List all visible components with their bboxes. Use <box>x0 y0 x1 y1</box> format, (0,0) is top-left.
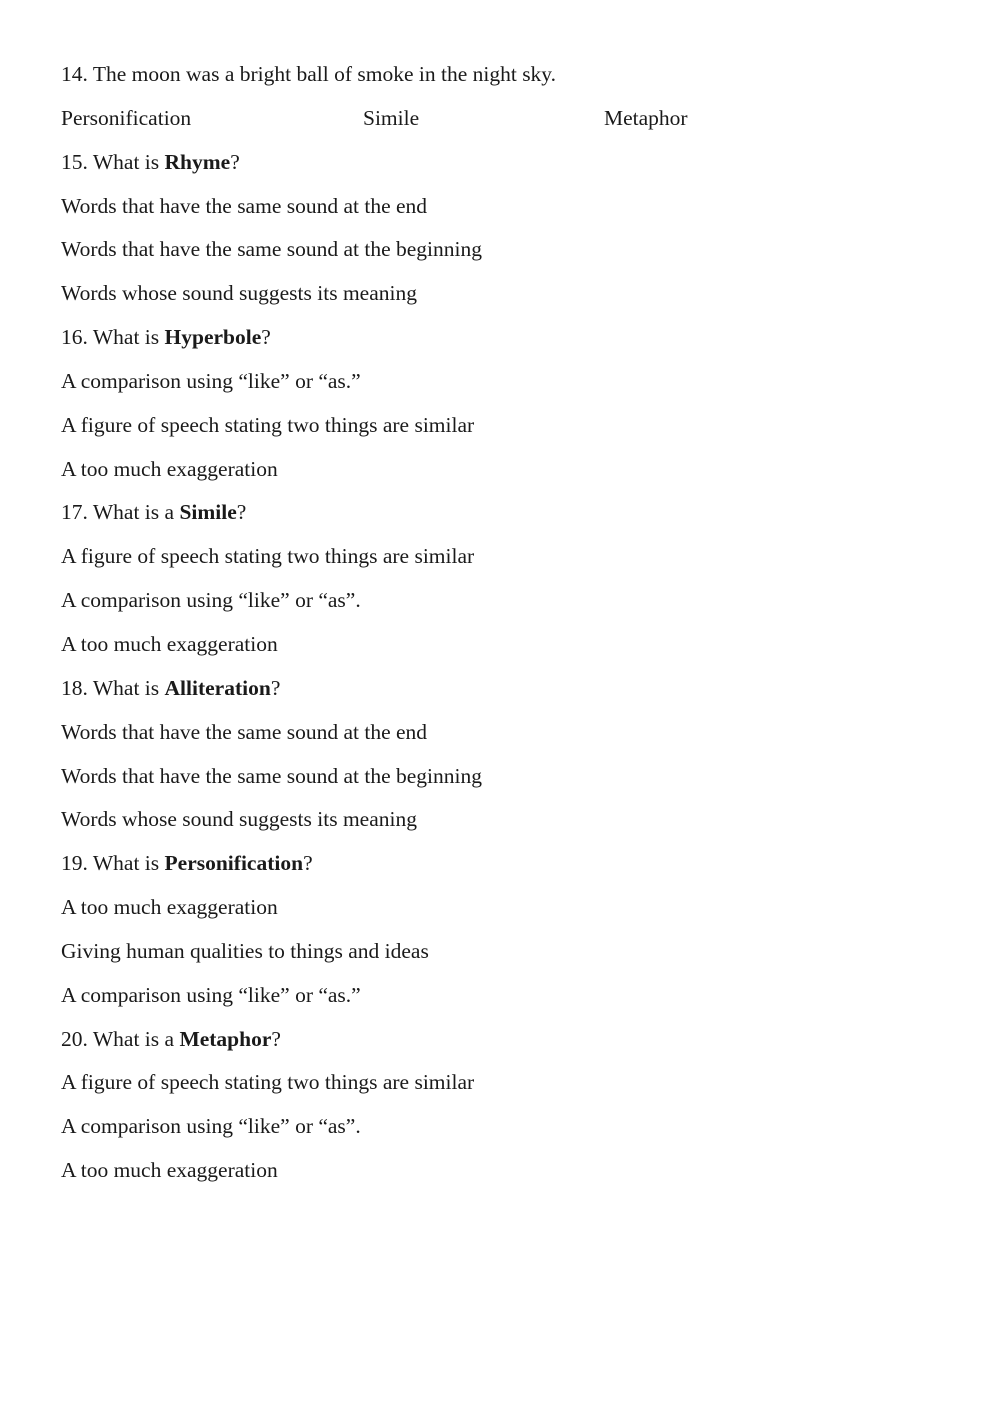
question-20-option-3[interactable]: A too much exaggeration <box>61 1158 278 1183</box>
question-18-option-1[interactable]: Words that have the same sound at the end <box>61 719 428 744</box>
question-18-option-3[interactable]: Words whose sound suggests its meaning <box>61 807 417 832</box>
question-18-suffix: ? <box>270 675 281 700</box>
question-19-option-2[interactable]: Giving human qualities to things and ideas <box>61 938 429 963</box>
question-14-prompt: 14. The moon was a bright ball of smoke in the night sky. <box>61 62 557 86</box>
question-20-prefix: 20. What is a <box>61 1026 180 1051</box>
question-15-option-2[interactable]: Words that have the same sound at the beginning <box>61 237 483 262</box>
question-15-prefix: 15. What is <box>61 149 165 174</box>
question-19-option-3[interactable]: A comparison using “like” or “as.” <box>61 982 361 1007</box>
question-17-prefix: 17. What is a <box>61 500 180 525</box>
question-20-option-2[interactable]: A comparison using “like” or “as”. <box>61 1114 361 1139</box>
question-15-option-3[interactable]: Words whose sound suggests its meaning <box>61 281 417 306</box>
worksheet-page <box>61 56 961 1196</box>
question-20-prompt <box>61 1021 961 1065</box>
question-19-suffix: ? <box>303 851 313 876</box>
question-17-term: Simile <box>179 500 237 525</box>
question-17-option-1[interactable]: A figure of speech stating two things are similar <box>61 544 475 569</box>
question-14-option-metaphor[interactable]: Metaphor <box>604 105 688 130</box>
question-16-option-1[interactable]: A comparison using “like” or “as.” <box>61 368 361 393</box>
question-16-suffix: ? <box>261 325 271 350</box>
question-18-prefix: 18. What is <box>61 675 165 700</box>
question-18-term: Alliteration <box>164 675 271 700</box>
question-19-option-1[interactable]: A too much exaggeration <box>61 895 278 920</box>
question-19-prefix: 19. What is <box>61 851 165 876</box>
question-16-prefix: 16. What is <box>61 325 165 350</box>
question-17-suffix: ? <box>236 500 247 525</box>
question-14-option-simile[interactable]: Simile <box>363 105 420 130</box>
question-16-option-2[interactable]: A figure of speech stating two things are similar <box>61 412 475 437</box>
question-16-option-3[interactable]: A too much exaggeration <box>61 456 278 481</box>
question-15-prompt <box>61 144 961 188</box>
question-19-prompt <box>61 845 961 889</box>
question-20-option-1[interactable]: A figure of speech stating two things are similar <box>61 1070 475 1095</box>
question-15-term: Rhyme <box>164 149 231 174</box>
question-17-option-3[interactable]: A too much exaggeration <box>61 631 278 656</box>
question-20-term: Metaphor <box>179 1026 272 1051</box>
question-16-term: Hyperbole <box>164 325 262 350</box>
question-15-suffix: ? <box>230 149 240 174</box>
question-14-option-personification[interactable]: Personification <box>61 105 192 130</box>
question-14-options <box>61 100 961 144</box>
question-17-option-2[interactable]: A comparison using “like” or “as”. <box>61 588 361 613</box>
question-15-option-1[interactable]: Words that have the same sound at the end <box>61 193 428 218</box>
question-20-suffix: ? <box>271 1026 281 1051</box>
question-18-option-2[interactable]: Words that have the same sound at the beginning <box>61 763 483 788</box>
question-17-prompt <box>61 494 961 538</box>
question-18-prompt <box>61 670 961 714</box>
question-19-term: Personification <box>164 851 304 876</box>
question-16-prompt <box>61 319 961 363</box>
